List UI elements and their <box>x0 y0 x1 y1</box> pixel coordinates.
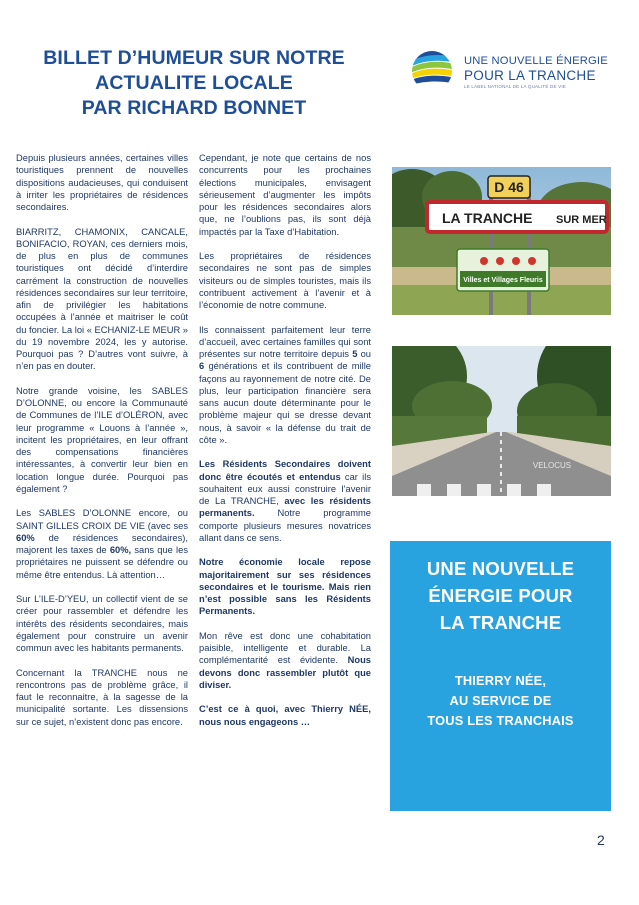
bold-text-run: avec les résidents permanents. <box>199 496 371 519</box>
text-run: Cependant, je note que certains de nos concurrents pour les prochaines élections municipales, envisagent sérieusement d’augmenter les impôts pour les résidences secondaires alors que, ne l’oublions pas, ils sont déjà impactés par la Taxe d’Habitation. <box>199 153 371 237</box>
paragraph <box>199 458 371 544</box>
text-run: Depuis plusieurs années, certaines villes touristiques prennent de nouvelles dispositions audacieuses, qui conduisent à irriter les propriétaires de résidences secondaires. <box>16 153 188 212</box>
bold-text-run: 60% <box>16 532 35 543</box>
title-line: BILLET D’HUMEUR SUR NOTRE <box>43 47 345 69</box>
paragraph <box>199 556 371 617</box>
bold-text-run: 5 <box>352 349 358 359</box>
paragraph <box>199 152 371 238</box>
logo-tagline: LE LABEL NATIONAL DE LA QUALITÉ DE VIE <box>464 84 566 89</box>
photo-tree-lined-road <box>392 346 611 496</box>
panel-subline <box>390 671 611 731</box>
panel-subline-line: AU SERVICE DE <box>449 693 552 708</box>
bold-text-run: Les Résidents Secondaires doivent donc être écoutés et entendus <box>199 459 371 482</box>
text-run: Notre programme comporte plusieurs mesures novatrices allant dans ce sens. <box>199 508 371 543</box>
campaign-panel <box>390 541 611 811</box>
article-title <box>20 46 368 121</box>
text-run: Sur L’ILE-D’YEU, un collectif vient de se créer pour rassembler et défendre les intérêts des résidents secondaires, mais également pour construire un avenir commun avec les habitants permanents. <box>16 594 188 653</box>
text-run: car ils souhaitent eux aussi construire l’avenir de La TRANCHE, <box>199 471 372 506</box>
paragraph <box>16 385 188 495</box>
text-run: Notre grande voisine, les SABLES D’OLONNE, ou encore la Communauté de Communes de l’ILE d’OLÉRON, avec leur programme « Louons à l’année », incitent les propriétaires, en leur offrant des compensations financières intéressantes, à convertir leur bien en location longue durée. Pourquoi pas également ? <box>16 385 188 494</box>
text-run: générations et ils contribuent de mille façons au rayonnement de notre cité. De plus, leur participation financière sera sans aucun doute déterminante pour le problème majeur qui se dresse devant nous, à savoir « la défense du trait de côte ». <box>199 361 371 445</box>
title-line: ACTUALITE LOCALE <box>95 72 293 94</box>
text-run: sans que les propriétaires ne puissent se défendre ou même être entendus. Là attention… <box>16 545 188 580</box>
text-run: Concernant la TRANCHE nous ne rencontrons pas de problème grâce, il faut le reconnaitre, à la sagesse de la municipalité sortante. Les dissensions sur ce sujet, n’existent donc pas encore. <box>16 667 188 727</box>
panel-headline <box>390 555 611 636</box>
panel-subline-line: TOUS LES TRANCHAIS <box>427 713 574 728</box>
bold-text-run: Nous devons donc rassembler plutôt que diviser. <box>199 655 371 690</box>
text-run: Les propriétaires de résidences secondaires ne sont pas de simples visiteurs ou de simples touristes, mais ils contribuent activement à l’avenir et à l’économie de notre commune. <box>199 251 371 310</box>
paragraph <box>199 250 371 311</box>
text-run: BIARRITZ, CHAMONIX, CANCALE, BONIFACIO, ROYAN, ces derniers mois, de plus en plus de communes touristiques ont décidé d’interdire carrément la construction de nouvelles résidences secondaires sur leur territoire, afin de privilégier les habitations occupées à l’année et maitriser le coût du foncier. La loi « ECHANIZ-LE MEUR » du 19 novembre 2024, les y autorise. Pourquoi pas ? D’autres vont suivre, à n’en pas en douter. <box>16 226 188 372</box>
road-marking-text: VELOCUS <box>532 461 572 470</box>
logo-line-2: POUR LA TRANCHE <box>464 68 596 83</box>
paragraph <box>199 630 371 691</box>
bold-text-run: 60%, <box>109 545 132 555</box>
logo-wave-icon <box>408 50 460 92</box>
paragraph <box>16 152 188 213</box>
bold-text-run: C’est ce à quoi, avec Thierry NÉE, nous nous engageons … <box>199 704 371 727</box>
logo-line-1: UNE NOUVELLE ÉNERGIE <box>464 55 608 67</box>
page-number: 2 <box>597 832 605 848</box>
photo-town-sign <box>392 167 611 315</box>
bold-text-run: Notre économie locale repose majoritairement sur ses résidences secondaires et le tourisme. Mais rien n’est possible sans les Résidents Permanents. <box>199 557 371 617</box>
svg-text:LA TRANCHE <box>442 210 532 226</box>
panel-headline-line: LA TRANCHE <box>439 612 562 633</box>
text-run: Les SABLES D’OLONNE encore, ou SAINT GILLES CROIX DE VIE (avec ses <box>16 508 188 531</box>
paragraph <box>16 593 188 654</box>
paragraph <box>16 667 188 728</box>
panel-headline-line: ÉNERGIE POUR <box>428 585 573 606</box>
bold-text-run: 6 <box>199 361 205 372</box>
paragraph <box>199 324 371 447</box>
sign-flowers-label: Villes et Villages Fleuris <box>463 277 543 284</box>
paragraph <box>16 226 188 373</box>
title-line: PAR RICHARD BONNET <box>81 97 307 119</box>
paragraph <box>16 507 188 581</box>
campaign-logo <box>408 50 618 92</box>
paragraph <box>199 703 371 728</box>
text-run: de résidences secondaires), majorent les taxes de <box>16 532 188 555</box>
svg-text:SUR MER <box>556 214 607 226</box>
sign-road-number: D 46 <box>494 179 524 195</box>
panel-subline-line: THIERRY NÉE, <box>454 673 547 688</box>
text-run: Mon rêve est donc une cohabitation paisible, intelligente et durable. La complémentarité est évidente. <box>199 630 371 666</box>
text-run: ou <box>357 349 371 359</box>
sign-town-suffix: SUR MER <box>556 214 607 226</box>
text-column-middle <box>199 152 371 740</box>
panel-headline-line: UNE NOUVELLE <box>426 558 575 579</box>
text-run: Ils connaissent parfaitement leur terre d’accueil, avec certaines familles qui sont présentes sur notre territoire depuis <box>199 324 371 359</box>
text-column-left <box>16 152 188 740</box>
sign-town-name: LA TRANCHE <box>442 210 533 226</box>
